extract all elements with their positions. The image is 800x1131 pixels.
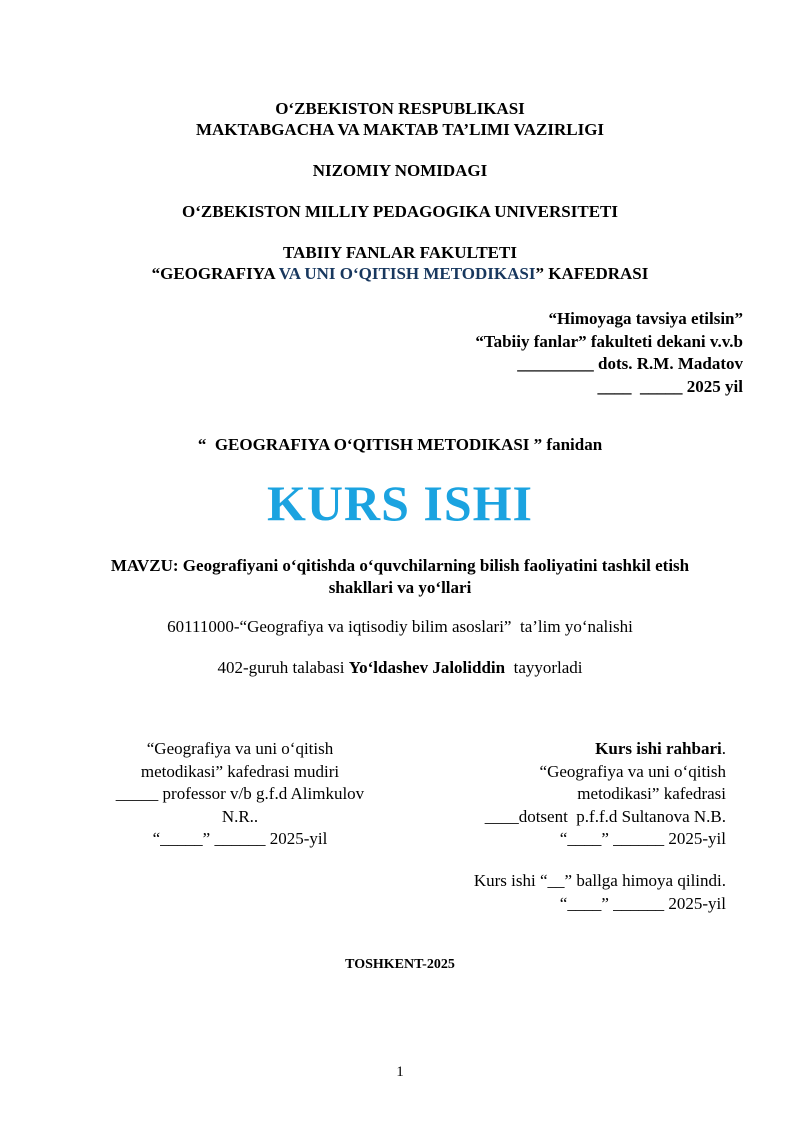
page-number: 1	[396, 1064, 404, 1080]
approval-block	[475, 308, 743, 398]
subject-line: “ GEOGRAFIYA O‘QITISH METODIKASI ” fanidan	[197, 435, 603, 454]
supervisor-line-3: metodikasi” kafedrasi	[577, 784, 726, 803]
approval-line-2: “Tabiiy fanlar” fakulteti dekani v.v.b	[475, 331, 743, 351]
header-named-after: NIZOMIY NOMIDAGI	[312, 161, 488, 180]
topic-line-2: shakllari va yo‘llari	[328, 578, 472, 597]
city-year: TOSHKENT-2025	[345, 957, 455, 972]
supervisor-title: Kurs ishi rahbari	[595, 739, 722, 758]
supervisor-line-2: “Geografiya va uni o‘qitish	[539, 761, 726, 781]
approval-line-1: “Himoyaga tavsiya etilsin”	[548, 309, 743, 328]
head-of-department-block	[90, 738, 390, 851]
header-university: O‘ZBEKISTON MILLIY PEDAGOGIKA UNIVERSITETI	[182, 202, 618, 221]
approval-line-4: ____ _____ 2025 yil	[597, 376, 743, 396]
header-ministry: MAKTABGACHA VA MAKTAB TA’LIMI VAZIRLIGI	[195, 120, 605, 139]
supervisor-title-line	[430, 738, 726, 761]
department-part-1: “GEOGRAFIYA	[151, 264, 279, 283]
defense-line-1: Kurs ishi “__” ballga himoya qilindi.	[473, 871, 726, 890]
student-prefix: 402-guruh talabasi	[217, 658, 349, 677]
program-line: 60111000-“Geografiya va iqtisodiy bilim asoslari” ta’lim yo‘nalishi	[167, 617, 633, 636]
supervisor-block	[430, 738, 726, 851]
work-type-title: KURS ISHI	[266, 475, 534, 531]
approval-line-3: _________ dots. R.M. Madatov	[517, 354, 743, 373]
head-line-5: “_____” ______ 2025-yil	[152, 829, 328, 848]
supervisor-line-5: “____” ______ 2025-yil	[559, 829, 726, 848]
header-department	[0, 264, 800, 284]
head-line-1: “Geografiya va uni o‘qitish	[146, 739, 334, 758]
student-name: Yo‘ldashev Jaloliddin	[348, 658, 506, 677]
header-faculty: TABIIY FANLAR FAKULTETI	[283, 243, 517, 262]
header-republic: O‘ZBEKISTON RESPUBLIKASI	[275, 99, 525, 118]
topic	[0, 555, 800, 599]
defense-block	[400, 870, 726, 915]
supervisor-title-dot: .	[721, 739, 726, 758]
department-part-3: ” KAFEDRASI	[535, 264, 649, 283]
head-line-4: N.R..	[221, 806, 259, 826]
supervisor-line-4: ____dotsent p.f.f.d Sultanova N.B.	[484, 806, 726, 826]
topic-line-1: MAVZU: Geografiyani o‘qitishda o‘quvchilarning bilish faoliyatini tashkil etish	[110, 556, 690, 575]
defense-line-2: “____” ______ 2025-yil	[559, 893, 726, 913]
department-part-2: VA UNI O‘QITISH METODIKASI	[278, 264, 536, 283]
head-line-3: _____ professor v/b g.f.d Alimkulov	[115, 784, 365, 803]
head-line-2: metodikasi” kafedrasi mudiri	[140, 761, 340, 781]
student-line	[0, 658, 800, 678]
student-suffix: tayyorladi	[505, 658, 583, 677]
